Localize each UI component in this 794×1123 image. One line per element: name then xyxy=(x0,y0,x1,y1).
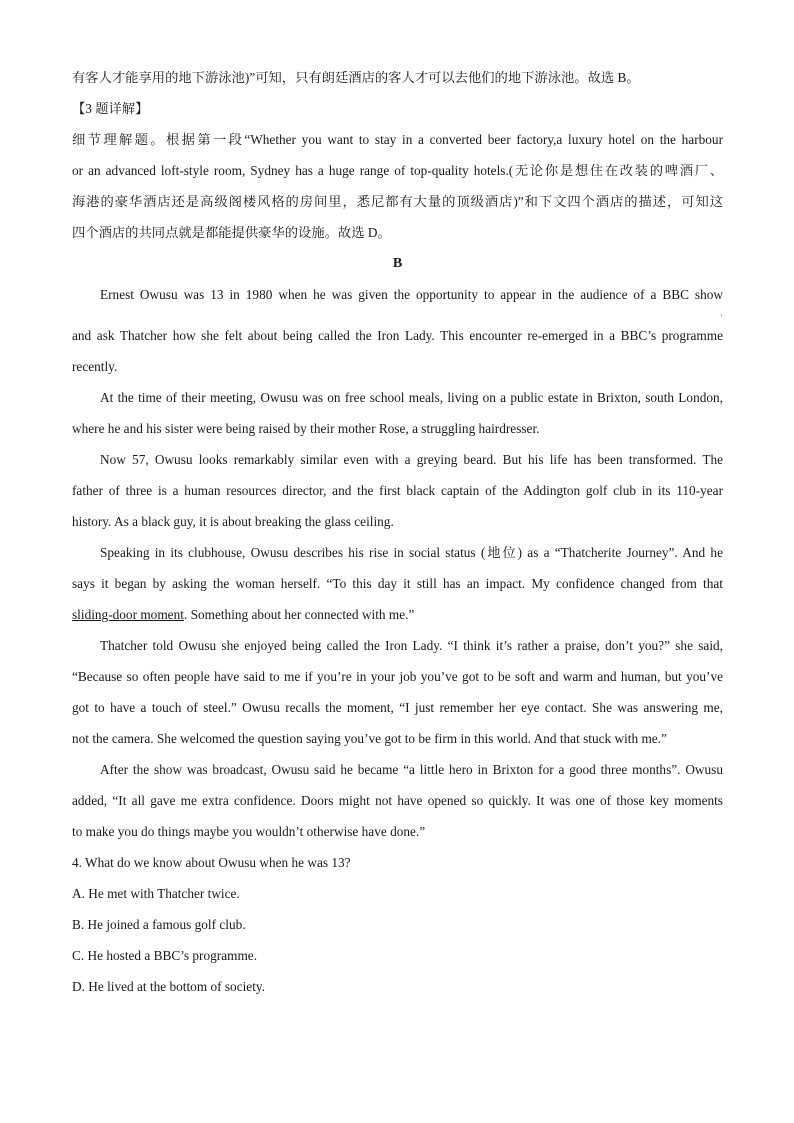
paragraph-line: Now 57, Owusu looks remarkably similar even with a greying beard. But his life has been transformed. The xyxy=(100,452,723,467)
paragraph-line: Thatcher told Owusu she enjoyed being called the Iron Lady. “I think it’s rather a praise, don’t you?” she said, xyxy=(100,638,723,653)
paragraph-line: “Because so often people have said to me if you’re in your job you’ve got to be soft and warm and human, but you’ve xyxy=(72,669,723,684)
paragraph-line: history. As a black guy, it is about breaking the glass ceiling. xyxy=(72,514,394,529)
q3-detail-line: 海港的豪华酒店还是高级阁楼风格的房间里，悉尼都有大量的顶级酒店)”和下文四个酒店的描述，可知这 xyxy=(72,194,723,209)
paragraph-line: recently. xyxy=(72,359,118,374)
paragraph-line: where he and his sister were being raised by their mother Rose, a struggling hairdresser. xyxy=(72,421,540,436)
paragraph-line: After the show was broadcast, Owusu said he became “a little hero in Brixton for a good three months”. Owusu xyxy=(100,762,723,777)
paragraph-line: to make you do things maybe you wouldn’t otherwise have done.” xyxy=(72,824,426,839)
paragraph-line: and ask Thatcher how she felt about being called the Iron Lady. This encounter re-emerged in a BBC’s programme xyxy=(72,328,723,343)
question-stem: 4. What do we know about Owusu when he was 13? xyxy=(72,855,351,870)
paragraph-line: father of three is a human resources director, and the first black captain of the Addington golf club in its 110-year xyxy=(72,483,723,498)
answer-option-c: C. He hosted a BBC’s programme. xyxy=(72,948,258,963)
paragraph-line: Speaking in its clubhouse, Owusu describes his rise in social status (地位) as a “Thatcherite Journey”. And he xyxy=(100,545,723,560)
prev-answer-line: 有客人才能享用的地下游泳池)”可知，只有朗廷酒店的客人才可以去他们的地下游泳池。故选 B。 xyxy=(72,70,640,85)
paragraph-line: got to have a touch of steel.” Owusu recalls the moment, “I just remember her eye contact. She was answering me, xyxy=(72,700,723,715)
answer-option-d: D. He lived at the bottom of society. xyxy=(72,979,266,994)
q3-detail-line: 四个酒店的共同点就是都能提供豪华的设施。故选 D。 xyxy=(72,225,391,240)
paragraph-line: Ernest Owusu was 13 in 1980 when he was given the opportunity to appear in the audience of a BBC show xyxy=(100,287,723,302)
answer-option-b: B. He joined a famous golf club. xyxy=(72,917,246,932)
q3-detail-line: or an advanced loft-style room, Sydney has a huge range of top-quality hotels.(无论你是想住在改装的啤酒厂、 xyxy=(72,163,723,178)
paragraph-text: . Something about her connected with me.” xyxy=(183,607,415,622)
q3-detail-line: 细节理解题。根据第一段“Whether you want to stay in a converted beer factory,a luxury hotel on the harbour xyxy=(72,132,723,147)
passage-title: B xyxy=(392,256,403,271)
paragraph-line: says it began by asking the woman herself. “To this day it still has an impact. My confidence changed from that xyxy=(72,576,723,591)
answer-option-a: A. He met with Thatcher twice. xyxy=(72,886,240,901)
document-page xyxy=(72,62,723,1002)
paragraph-line-with-underline xyxy=(72,599,723,630)
q3-detail-header: 【3 题详解】 xyxy=(72,101,149,116)
paragraph-line: At the time of their meeting, Owusu was on free school meals, living on a public estate in Brixton, south London, xyxy=(100,390,723,405)
paragraph-line: not the camera. She welcomed the question saying you’ve got to be firm in this world. And that stuck with me.” xyxy=(72,731,667,746)
stray-mark: ' xyxy=(720,313,722,322)
paragraph-line: added, “It all gave me extra confidence. Doors might not have opened so quickly. It was one of those key moments xyxy=(72,793,723,808)
underlined-phrase: sliding-door moment xyxy=(72,607,184,622)
